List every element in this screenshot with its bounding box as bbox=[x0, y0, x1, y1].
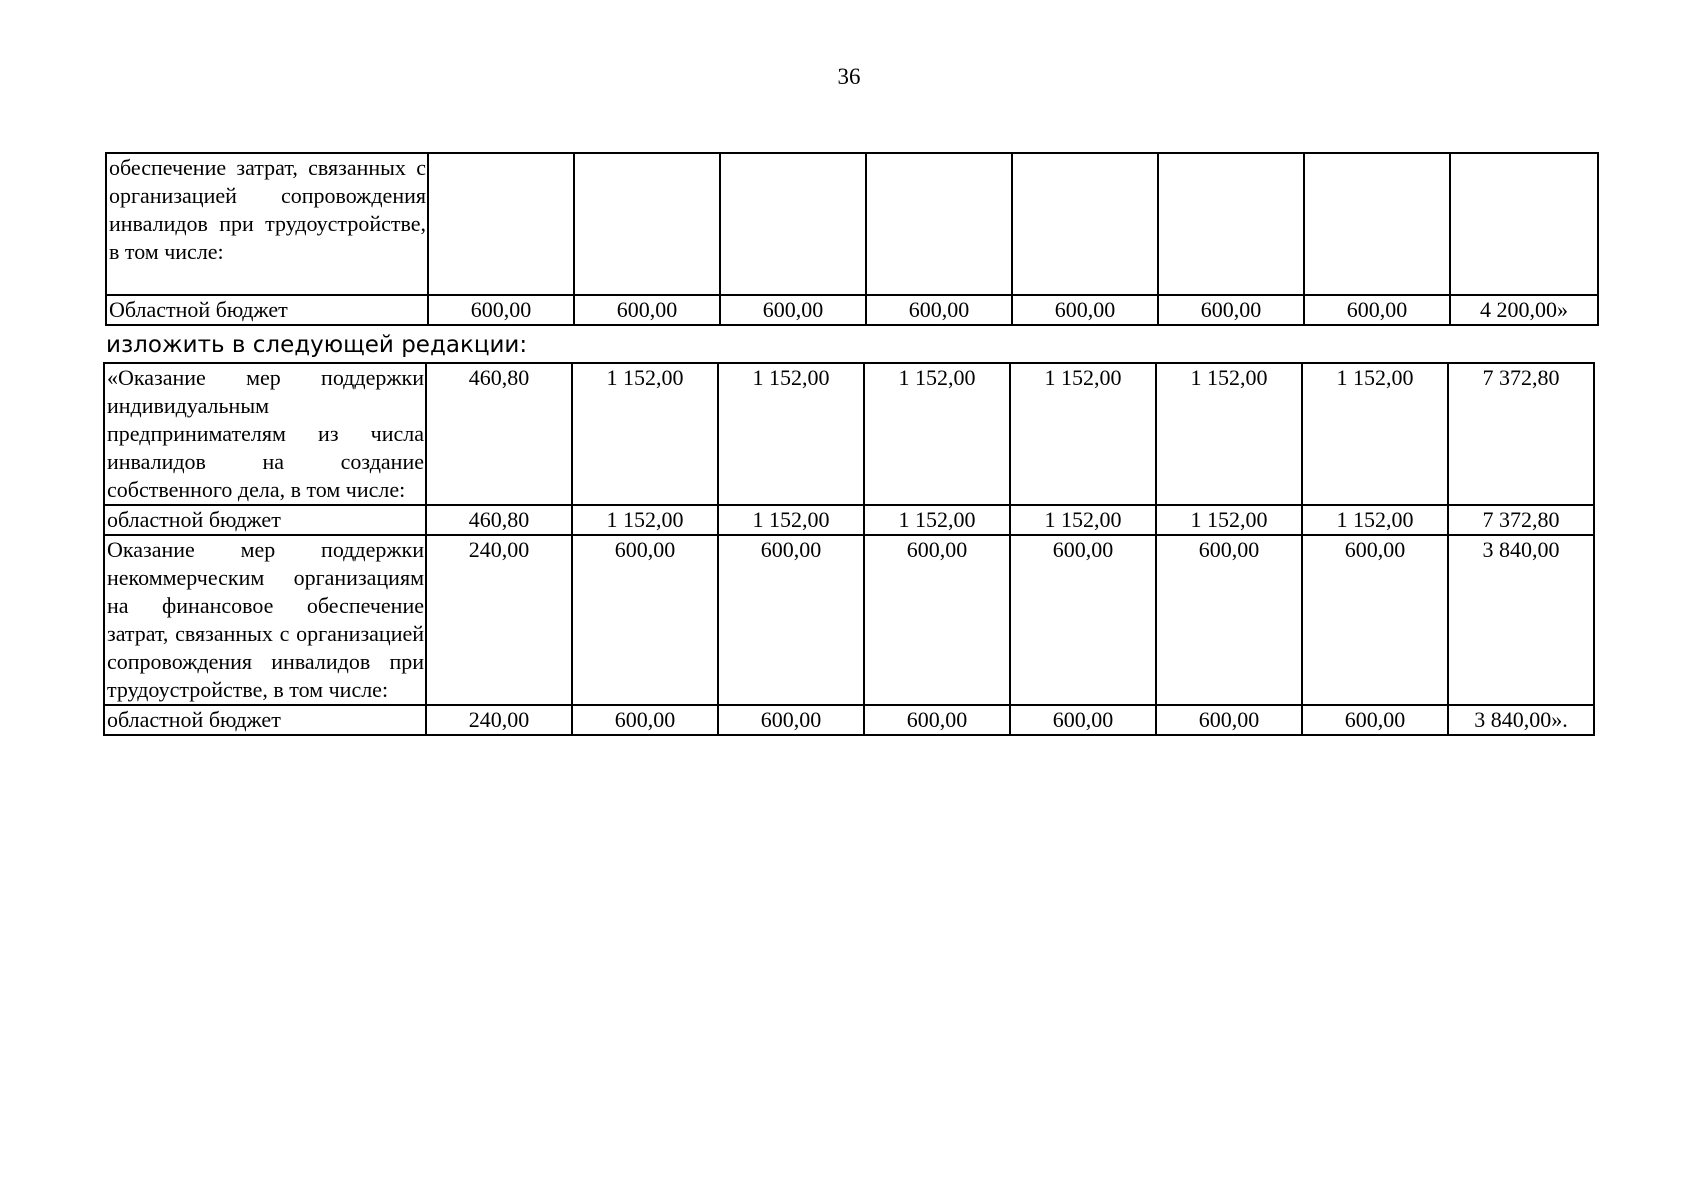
value-cell: 600,00 bbox=[572, 535, 718, 705]
value-cell: 600,00 bbox=[1010, 705, 1156, 735]
value-cell: 240,00 bbox=[426, 535, 572, 705]
table-row bbox=[106, 153, 1598, 295]
value-cell bbox=[1304, 153, 1450, 295]
value-cell: 1 152,00 bbox=[864, 505, 1010, 535]
value-cell: 1 152,00 bbox=[1010, 505, 1156, 535]
value-cell: 600,00 bbox=[718, 535, 864, 705]
value-cell: 600,00 bbox=[1010, 535, 1156, 705]
value-cell: 600,00 bbox=[864, 705, 1010, 735]
value-cell: 1 152,00 bbox=[864, 363, 1010, 505]
row-description: обеспечение затрат, связанных с организацией сопровождения инвалидов при трудоустройстве, в том числе: bbox=[106, 153, 428, 295]
row-description: Областной бюджет bbox=[106, 295, 428, 325]
value-cell: 1 152,00 bbox=[1302, 363, 1448, 505]
value-cell: 600,00 bbox=[718, 705, 864, 735]
value-cell: 600,00 bbox=[1156, 535, 1302, 705]
value-cell bbox=[1158, 153, 1304, 295]
value-cell: 460,80 bbox=[426, 363, 572, 505]
value-cell: 600,00 bbox=[574, 295, 720, 325]
value-cell: 240,00 bbox=[426, 705, 572, 735]
value-cell bbox=[1012, 153, 1158, 295]
row-description: Оказание мер поддержки некоммерческим организациям на финансовое обеспечение затрат, связанных с организацией сопровождения инвалидов при трудоустройстве, в том числе: bbox=[104, 535, 426, 705]
value-cell: 1 152,00 bbox=[572, 363, 718, 505]
value-cell bbox=[428, 153, 574, 295]
value-cell: 600,00 bbox=[1302, 705, 1448, 735]
table-row bbox=[104, 705, 1594, 735]
page-number: 36 bbox=[837, 64, 861, 89]
value-cell bbox=[720, 153, 866, 295]
old-budget-table bbox=[105, 152, 1599, 326]
value-cell: 600,00 bbox=[1012, 295, 1158, 325]
table-row bbox=[104, 535, 1594, 705]
table-row bbox=[104, 363, 1594, 505]
value-cell: 600,00 bbox=[866, 295, 1012, 325]
value-cell: 600,00 bbox=[864, 535, 1010, 705]
value-cell: 1 152,00 bbox=[1010, 363, 1156, 505]
total-cell: 3 840,00 bbox=[1448, 535, 1594, 705]
value-cell: 600,00 bbox=[1158, 295, 1304, 325]
value-cell: 600,00 bbox=[720, 295, 866, 325]
value-cell: 600,00 bbox=[572, 705, 718, 735]
table-row bbox=[106, 295, 1598, 325]
value-cell: 1 152,00 bbox=[718, 505, 864, 535]
total-cell: 3 840,00». bbox=[1448, 705, 1594, 735]
row-description: областной бюджет bbox=[104, 505, 426, 535]
value-cell: 600,00 bbox=[1304, 295, 1450, 325]
total-cell: 4 200,00» bbox=[1450, 295, 1598, 325]
value-cell bbox=[866, 153, 1012, 295]
new-budget-table bbox=[103, 362, 1595, 736]
row-description: «Оказание мер поддержки индивидуальным предпринимателям из числа инвалидов на создание собственного дела, в том числе: bbox=[104, 363, 426, 505]
value-cell: 600,00 bbox=[428, 295, 574, 325]
value-cell: 600,00 bbox=[1302, 535, 1448, 705]
value-cell: 1 152,00 bbox=[1302, 505, 1448, 535]
total-cell: 7 372,80 bbox=[1448, 363, 1594, 505]
value-cell: 1 152,00 bbox=[1156, 363, 1302, 505]
value-cell bbox=[574, 153, 720, 295]
value-cell: 1 152,00 bbox=[1156, 505, 1302, 535]
row-description: областной бюджет bbox=[104, 705, 426, 735]
total-cell: 7 372,80 bbox=[1448, 505, 1594, 535]
table-row bbox=[104, 505, 1594, 535]
total-cell bbox=[1450, 153, 1598, 295]
value-cell: 600,00 bbox=[1156, 705, 1302, 735]
value-cell: 460,80 bbox=[426, 505, 572, 535]
instruction-text: изложить в следующей редакции: bbox=[106, 332, 528, 358]
value-cell: 1 152,00 bbox=[572, 505, 718, 535]
value-cell: 1 152,00 bbox=[718, 363, 864, 505]
